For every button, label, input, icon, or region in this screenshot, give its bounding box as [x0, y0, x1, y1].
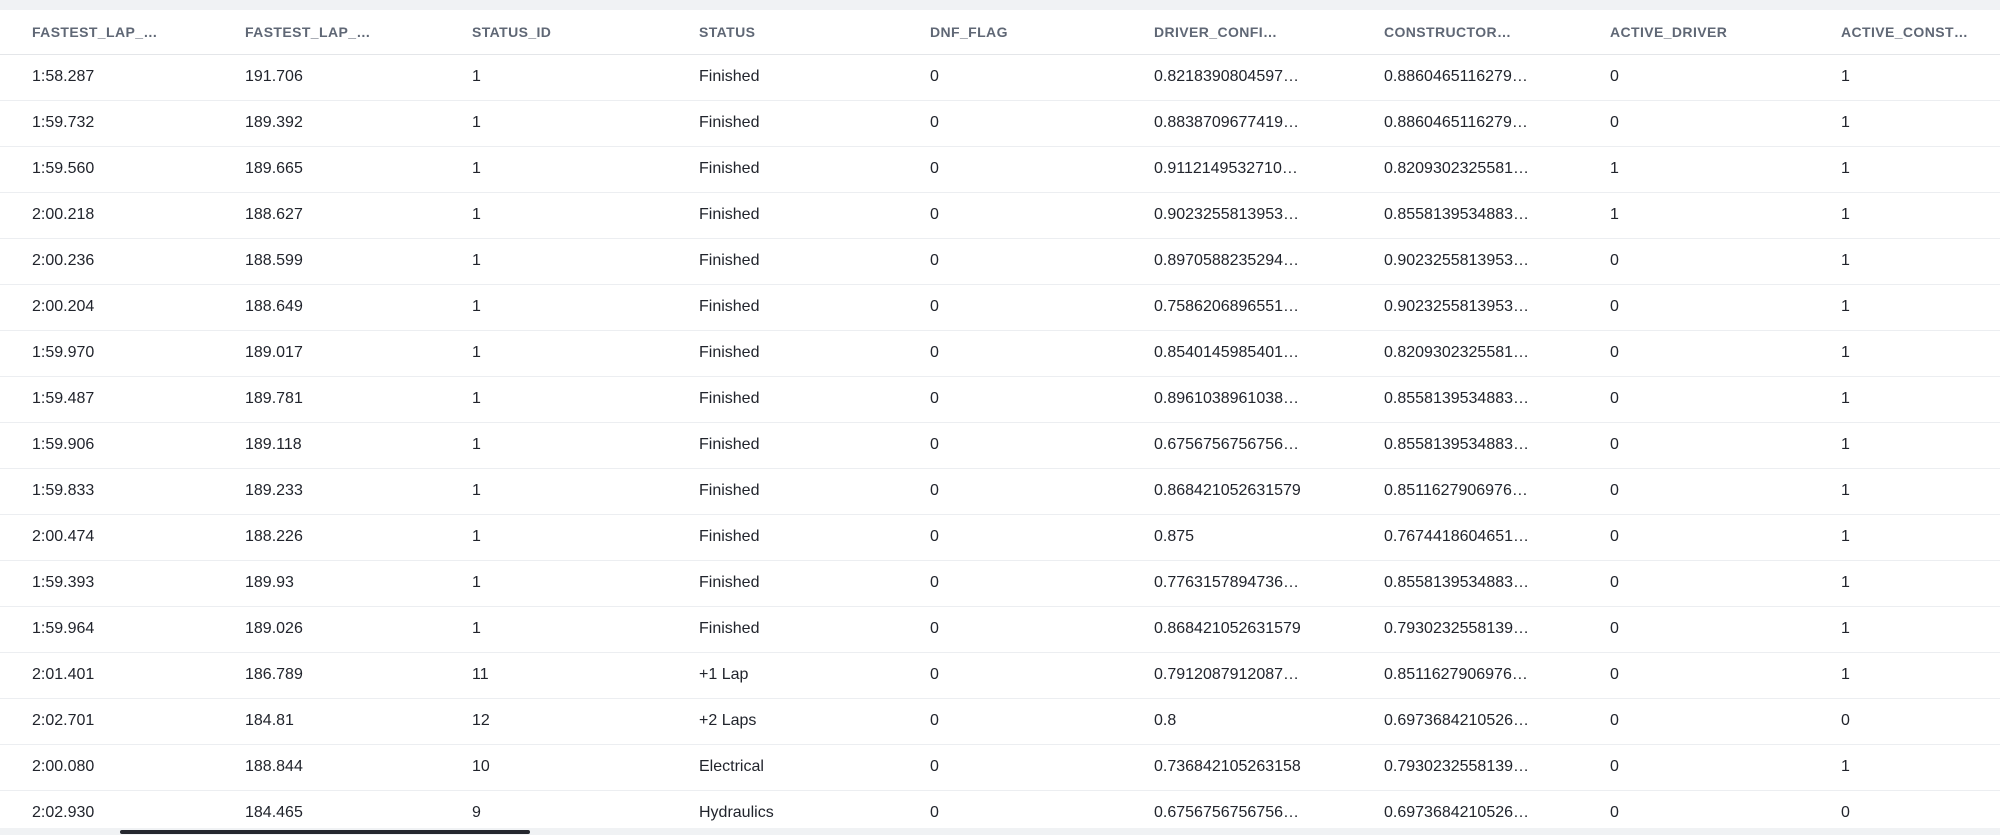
- table-cell[interactable]: 189.026: [213, 606, 440, 652]
- table-cell[interactable]: 2:00.204: [0, 284, 213, 330]
- table-cell[interactable]: 1: [1809, 652, 2000, 698]
- table-cell[interactable]: 0.868421052631579: [1122, 468, 1352, 514]
- table-cell[interactable]: 1: [440, 514, 667, 560]
- table-cell[interactable]: 1: [440, 284, 667, 330]
- table-cell[interactable]: 0: [898, 606, 1122, 652]
- column-header-5[interactable]: DRIVER_CONFI…: [1122, 10, 1352, 54]
- table-cell[interactable]: 0: [898, 560, 1122, 606]
- table-cell[interactable]: 184.81: [213, 698, 440, 744]
- table-cell[interactable]: 1: [440, 468, 667, 514]
- table-cell[interactable]: 0: [898, 330, 1122, 376]
- table-cell[interactable]: 2:01.401: [0, 652, 213, 698]
- table-cell[interactable]: 0.8860465116279…: [1352, 100, 1578, 146]
- scrollbar-thumb[interactable]: [120, 830, 530, 834]
- table-cell[interactable]: 0: [1578, 744, 1809, 790]
- table-cell[interactable]: 1:59.833: [0, 468, 213, 514]
- table-cell[interactable]: 0.8838709677419…: [1122, 100, 1352, 146]
- table-cell[interactable]: +1 Lap: [667, 652, 898, 698]
- table-cell[interactable]: 0.868421052631579: [1122, 606, 1352, 652]
- table-cell[interactable]: 0.9023255813953…: [1122, 192, 1352, 238]
- table-cell[interactable]: 0.6756756756756…: [1122, 422, 1352, 468]
- table-cell[interactable]: 0: [898, 376, 1122, 422]
- table-cell[interactable]: 0: [1578, 698, 1809, 744]
- table-cell[interactable]: 0.8511627906976…: [1352, 468, 1578, 514]
- table-row: [0, 376, 2000, 422]
- table-cell[interactable]: 1:59.487: [0, 376, 213, 422]
- table-cell[interactable]: Finished: [667, 514, 898, 560]
- table-cell[interactable]: Finished: [667, 330, 898, 376]
- table-cell[interactable]: 0.8: [1122, 698, 1352, 744]
- table-cell[interactable]: 1:59.732: [0, 100, 213, 146]
- table-cell[interactable]: 1: [440, 330, 667, 376]
- table-cell[interactable]: Finished: [667, 606, 898, 652]
- table-cell[interactable]: 191.706: [213, 54, 440, 100]
- table-cell[interactable]: Finished: [667, 192, 898, 238]
- table-cell[interactable]: 0: [1578, 238, 1809, 284]
- table-cell[interactable]: 0: [898, 422, 1122, 468]
- table-cell[interactable]: 1: [1809, 284, 2000, 330]
- table-cell[interactable]: 0: [1578, 284, 1809, 330]
- table-cell[interactable]: 188.627: [213, 192, 440, 238]
- data-table: [0, 10, 2000, 835]
- table-cell[interactable]: 189.665: [213, 146, 440, 192]
- table-cell[interactable]: 1:59.393: [0, 560, 213, 606]
- table-cell[interactable]: 0: [898, 698, 1122, 744]
- table-cell[interactable]: 1: [1809, 330, 2000, 376]
- table-cell[interactable]: Finished: [667, 422, 898, 468]
- table-cell[interactable]: 0.8558139534883…: [1352, 422, 1578, 468]
- table-cell[interactable]: 1:58.287: [0, 54, 213, 100]
- table-cell[interactable]: 0: [1578, 790, 1809, 835]
- table-row: [0, 284, 2000, 330]
- table-body: [0, 54, 2000, 835]
- table-cell[interactable]: 1: [1809, 54, 2000, 100]
- table-cell[interactable]: 0.6756756756756…: [1122, 790, 1352, 835]
- table-row: [0, 744, 2000, 790]
- table-cell[interactable]: 188.599: [213, 238, 440, 284]
- table-cell[interactable]: 0: [1578, 376, 1809, 422]
- table-cell[interactable]: 0.7930232558139…: [1352, 606, 1578, 652]
- table-row: [0, 146, 2000, 192]
- table-cell[interactable]: 0: [1578, 560, 1809, 606]
- column-header-7[interactable]: ACTIVE_DRIVER: [1578, 10, 1809, 54]
- table-cell[interactable]: 0.8209302325581…: [1352, 146, 1578, 192]
- table-cell[interactable]: 0: [1578, 652, 1809, 698]
- column-header-0[interactable]: FASTEST_LAP_…: [0, 10, 213, 54]
- table-cell[interactable]: 1:59.970: [0, 330, 213, 376]
- table-cell[interactable]: 0.736842105263158: [1122, 744, 1352, 790]
- table-row: [0, 422, 2000, 468]
- table-cell[interactable]: 0.7674418604651…: [1352, 514, 1578, 560]
- table-cell[interactable]: 0: [898, 790, 1122, 835]
- column-header-4[interactable]: DNF_FLAG: [898, 10, 1122, 54]
- table-cell[interactable]: 189.392: [213, 100, 440, 146]
- table-cell[interactable]: 1: [440, 560, 667, 606]
- column-header-1[interactable]: FASTEST_LAP_…: [213, 10, 440, 54]
- table-cell[interactable]: 1: [440, 54, 667, 100]
- table-cell[interactable]: 1: [1809, 192, 2000, 238]
- table-row: [0, 606, 2000, 652]
- table-cell[interactable]: 1: [1809, 100, 2000, 146]
- table-cell[interactable]: 0.7912087912087…: [1122, 652, 1352, 698]
- table-cell[interactable]: Finished: [667, 284, 898, 330]
- table-cell[interactable]: 0: [898, 100, 1122, 146]
- table-cell[interactable]: 12: [440, 698, 667, 744]
- table-cell[interactable]: 189.017: [213, 330, 440, 376]
- header-row: [0, 10, 2000, 54]
- table-cell[interactable]: 189.233: [213, 468, 440, 514]
- table-cell[interactable]: 0.8961038961038…: [1122, 376, 1352, 422]
- table-cell[interactable]: 1: [440, 238, 667, 284]
- table-cell[interactable]: Electrical: [667, 744, 898, 790]
- table-cell[interactable]: 1: [1809, 422, 2000, 468]
- table-cell[interactable]: 1:59.964: [0, 606, 213, 652]
- table-cell[interactable]: 0: [1578, 606, 1809, 652]
- table-cell[interactable]: 0.875: [1122, 514, 1352, 560]
- table-cell[interactable]: Finished: [667, 54, 898, 100]
- table-cell[interactable]: 1: [440, 606, 667, 652]
- table-cell[interactable]: 0.9023255813953…: [1352, 238, 1578, 284]
- table-cell[interactable]: 189.781: [213, 376, 440, 422]
- table-cell[interactable]: 1: [1809, 514, 2000, 560]
- table-cell[interactable]: 0.7586206896551…: [1122, 284, 1352, 330]
- table-cell[interactable]: Hydraulics: [667, 790, 898, 835]
- table-row: [0, 652, 2000, 698]
- table-cell[interactable]: 0.9023255813953…: [1352, 284, 1578, 330]
- table-cell[interactable]: 0: [1578, 54, 1809, 100]
- table-cell[interactable]: 1: [1578, 146, 1809, 192]
- table-row: [0, 100, 2000, 146]
- column-header-3[interactable]: STATUS: [667, 10, 898, 54]
- table-cell[interactable]: 189.93: [213, 560, 440, 606]
- table-cell[interactable]: 2:00.218: [0, 192, 213, 238]
- table-cell[interactable]: 0: [898, 468, 1122, 514]
- table-cell[interactable]: 1: [1809, 744, 2000, 790]
- table-cell[interactable]: 186.789: [213, 652, 440, 698]
- table-cell[interactable]: +2 Laps: [667, 698, 898, 744]
- table-row: [0, 330, 2000, 376]
- table-row: [0, 238, 2000, 284]
- table-cell[interactable]: 2:00.236: [0, 238, 213, 284]
- table-cell[interactable]: 0: [1578, 330, 1809, 376]
- column-header-8[interactable]: ACTIVE_CONST…: [1809, 10, 2000, 54]
- table-cell[interactable]: 1: [1809, 146, 2000, 192]
- table-cell[interactable]: 188.226: [213, 514, 440, 560]
- table-cell[interactable]: 0.8511627906976…: [1352, 652, 1578, 698]
- table-cell[interactable]: 0: [1578, 100, 1809, 146]
- table-row: [0, 192, 2000, 238]
- table-cell[interactable]: 0.7930232558139…: [1352, 744, 1578, 790]
- table-cell[interactable]: 0: [898, 514, 1122, 560]
- table-row: [0, 514, 2000, 560]
- table-cell[interactable]: Finished: [667, 146, 898, 192]
- table-cell[interactable]: 2:02.930: [0, 790, 213, 835]
- horizontal-scrollbar[interactable]: [0, 828, 2000, 835]
- table-cell[interactable]: 188.649: [213, 284, 440, 330]
- table-cell[interactable]: 0.6973684210526…: [1352, 698, 1578, 744]
- table-cell[interactable]: 1: [1809, 468, 2000, 514]
- table-cell[interactable]: 0.8540145985401…: [1122, 330, 1352, 376]
- table-cell[interactable]: 0.9112149532710…: [1122, 146, 1352, 192]
- table-cell[interactable]: 0.8218390804597…: [1122, 54, 1352, 100]
- table-cell[interactable]: 1: [1809, 606, 2000, 652]
- table-cell[interactable]: 0: [1809, 698, 2000, 744]
- column-header-6[interactable]: CONSTRUCTOR…: [1352, 10, 1578, 54]
- table-cell[interactable]: 1: [440, 422, 667, 468]
- table-cell[interactable]: 1:59.560: [0, 146, 213, 192]
- table-cell[interactable]: Finished: [667, 100, 898, 146]
- table-cell[interactable]: 188.844: [213, 744, 440, 790]
- table-cell[interactable]: 9: [440, 790, 667, 835]
- table-cell[interactable]: 2:00.080: [0, 744, 213, 790]
- table-cell[interactable]: Finished: [667, 376, 898, 422]
- table-cell[interactable]: 0.8558139534883…: [1352, 192, 1578, 238]
- table-cell[interactable]: 0: [1578, 514, 1809, 560]
- table-cell[interactable]: 0: [1578, 422, 1809, 468]
- table-cell[interactable]: 0.8558139534883…: [1352, 560, 1578, 606]
- table-cell[interactable]: 0.8209302325581…: [1352, 330, 1578, 376]
- table-cell[interactable]: 189.118: [213, 422, 440, 468]
- table-cell[interactable]: 0.8558139534883…: [1352, 376, 1578, 422]
- table-cell[interactable]: 184.465: [213, 790, 440, 835]
- table-cell[interactable]: 1: [440, 146, 667, 192]
- table-cell[interactable]: 0: [898, 54, 1122, 100]
- table-cell[interactable]: 2:02.701: [0, 698, 213, 744]
- table-cell[interactable]: 2:00.474: [0, 514, 213, 560]
- table-cell[interactable]: 0.7763157894736…: [1122, 560, 1352, 606]
- table-cell[interactable]: 0: [898, 192, 1122, 238]
- table-cell[interactable]: 1: [440, 100, 667, 146]
- table-cell[interactable]: 11: [440, 652, 667, 698]
- table-cell[interactable]: 0: [898, 284, 1122, 330]
- table-cell[interactable]: 0: [1578, 468, 1809, 514]
- table-cell[interactable]: 0.8860465116279…: [1352, 54, 1578, 100]
- table-row: [0, 560, 2000, 606]
- table-row: [0, 468, 2000, 514]
- table-cell[interactable]: 0: [898, 744, 1122, 790]
- table-cell[interactable]: 0: [898, 238, 1122, 284]
- table-cell[interactable]: 1: [440, 376, 667, 422]
- table-cell[interactable]: 1: [440, 192, 667, 238]
- table-cell[interactable]: 1:59.906: [0, 422, 213, 468]
- top-strip: [0, 0, 2000, 10]
- column-header-2[interactable]: STATUS_ID: [440, 10, 667, 54]
- table-cell[interactable]: Finished: [667, 560, 898, 606]
- table-cell[interactable]: 10: [440, 744, 667, 790]
- table-cell[interactable]: 1: [1578, 192, 1809, 238]
- table-cell[interactable]: 1: [1809, 238, 2000, 284]
- table-cell[interactable]: 0: [898, 146, 1122, 192]
- table-cell[interactable]: 1: [1809, 560, 2000, 606]
- table-cell[interactable]: 1: [1809, 376, 2000, 422]
- table-cell[interactable]: Finished: [667, 468, 898, 514]
- table-row: [0, 698, 2000, 744]
- table-cell[interactable]: 0.8970588235294…: [1122, 238, 1352, 284]
- table-cell[interactable]: 0.6973684210526…: [1352, 790, 1578, 835]
- table-cell[interactable]: 0: [1809, 790, 2000, 835]
- table-cell[interactable]: 0: [898, 652, 1122, 698]
- table-cell[interactable]: Finished: [667, 238, 898, 284]
- table-header: [0, 10, 2000, 54]
- table-row: [0, 54, 2000, 100]
